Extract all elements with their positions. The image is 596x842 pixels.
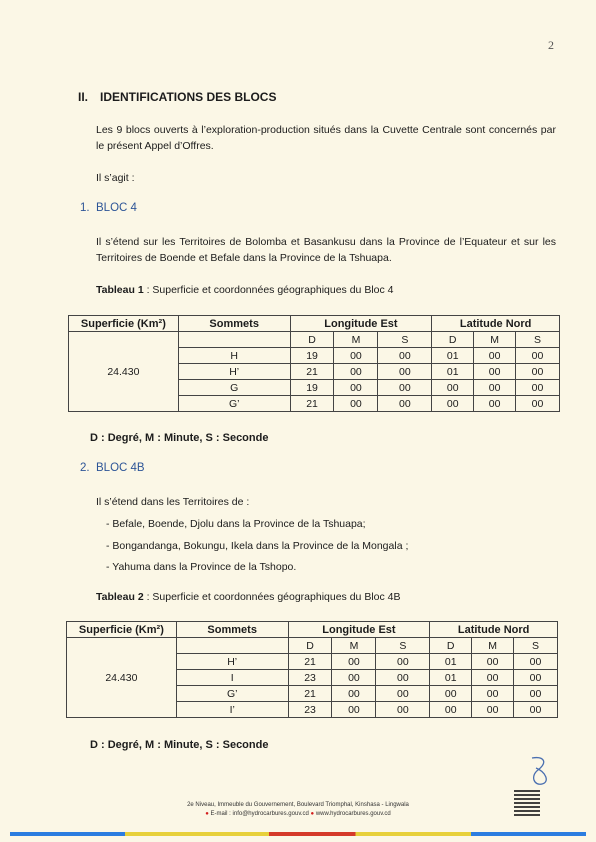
lat-s-cell: 00	[514, 686, 558, 702]
lon-d-cell: 19	[290, 348, 334, 364]
bloc2-heading	[80, 462, 145, 474]
lon-m-cell: 00	[332, 654, 376, 670]
lon-s-cell: 00	[376, 702, 430, 718]
lat-m-cell: 00	[474, 380, 516, 396]
header-superficie: Superficie (Km²)	[69, 316, 179, 332]
bloc2-number: 2.	[80, 462, 90, 474]
sub-d: D	[430, 638, 472, 654]
header-sommets: Sommets	[176, 622, 288, 638]
header-latitude: Latitude Nord	[432, 316, 560, 332]
footer-web: www.hydrocarbures.gouv.cd	[315, 811, 391, 817]
lat-s-cell: 00	[516, 380, 560, 396]
table2-caption-text: : Superficie et coordonnées géographiques du Bloc 4B	[146, 591, 401, 603]
bloc2-bullet-3: - Yahuma dans la Province de la Tshopo.	[106, 561, 297, 573]
lon-s-cell: 00	[378, 396, 432, 412]
sommet-cell: I’	[176, 702, 288, 718]
lat-d-cell: 00	[430, 686, 472, 702]
lon-m-cell: 00	[332, 686, 376, 702]
lat-d-cell: 00	[432, 396, 474, 412]
table-bloc-4b	[66, 621, 558, 718]
table1-caption	[96, 284, 394, 296]
sub-s: S	[378, 332, 432, 348]
il-sagit-text: Il s’agit :	[96, 172, 135, 184]
lon-m-cell: 00	[334, 380, 378, 396]
sub-s: S	[376, 638, 430, 654]
sub-d: D	[288, 638, 332, 654]
sommet-cell: I	[176, 670, 288, 686]
section-number: II.	[78, 90, 89, 104]
lat-m-cell: 00	[472, 702, 514, 718]
lon-s-cell: 00	[378, 364, 432, 380]
lon-s-cell: 00	[378, 380, 432, 396]
lon-m-cell: 00	[334, 348, 378, 364]
lat-m-cell: 00	[474, 396, 516, 412]
lon-s-cell: 00	[376, 654, 430, 670]
lat-d-cell: 01	[430, 670, 472, 686]
flag-color-stripe	[10, 832, 586, 836]
lon-d-cell: 21	[288, 654, 332, 670]
sommets-blank	[178, 332, 290, 348]
table2-caption-label: Tableau 2	[96, 591, 144, 603]
lat-s-cell: 00	[514, 702, 558, 718]
lon-d-cell: 23	[288, 702, 332, 718]
header-sommets: Sommets	[178, 316, 290, 332]
lon-d-cell: 21	[288, 686, 332, 702]
table1-caption-text: : Superficie et coordonnées géographiques du Bloc 4	[146, 284, 394, 296]
sommet-cell: G	[178, 380, 290, 396]
superficie-value: 24.430	[69, 332, 179, 412]
lon-m-cell: 00	[334, 396, 378, 412]
legend-text-2: D : Degré, M : Minute, S : Seconde	[90, 739, 269, 751]
lat-s-cell: 00	[514, 654, 558, 670]
sub-d: D	[290, 332, 334, 348]
lon-d-cell: 21	[290, 364, 334, 380]
lon-d-cell: 19	[290, 380, 334, 396]
footer-contact	[0, 811, 596, 817]
bloc2-bullet-2: - Bongandanga, Bokungu, Ikela dans la Province de la Mongala ;	[106, 540, 409, 552]
lon-s-cell: 00	[376, 686, 430, 702]
table2-caption	[96, 591, 401, 603]
sommet-cell: H’	[176, 654, 288, 670]
table-bloc-4	[68, 315, 560, 412]
lon-m-cell: 00	[332, 670, 376, 686]
sommet-cell: H’	[178, 364, 290, 380]
header-superficie: Superficie (Km²)	[67, 622, 177, 638]
bloc2-description: Il s’étend dans les Territoires de :	[96, 496, 250, 508]
lat-m-cell: 00	[472, 686, 514, 702]
sub-s: S	[516, 332, 560, 348]
footer-email: E-mail : info@hydrocarbures.gouv.cd	[210, 811, 309, 817]
table1-caption-label: Tableau 1	[96, 284, 144, 296]
sub-s: S	[514, 638, 558, 654]
sub-d: D	[432, 332, 474, 348]
sub-m: M	[472, 638, 514, 654]
lat-s-cell: 00	[516, 396, 560, 412]
sommets-blank	[176, 638, 288, 654]
lon-d-cell: 21	[290, 396, 334, 412]
lat-d-cell: 01	[432, 348, 474, 364]
lon-s-cell: 00	[376, 670, 430, 686]
lon-m-cell: 00	[332, 702, 376, 718]
footer-address: 2e Niveau, Immeuble du Gouvernement, Boulevard Triomphal, Kinshasa - Lingwala	[187, 802, 409, 808]
bloc1-number: 1.	[80, 202, 90, 214]
lat-m-cell: 00	[474, 348, 516, 364]
bloc2-title: BLOC 4B	[96, 462, 145, 474]
lat-m-cell: 00	[472, 654, 514, 670]
lat-d-cell: 01	[432, 364, 474, 380]
lat-m-cell: 00	[474, 364, 516, 380]
handwritten-signature	[526, 754, 554, 788]
lat-s-cell: 00	[516, 364, 560, 380]
lon-d-cell: 23	[288, 670, 332, 686]
header-latitude: Latitude Nord	[430, 622, 558, 638]
intro-paragraph: Les 9 blocs ouverts à l’exploration-production situés dans la Cuvette Centrale sont concernés par le présent Appel d’Offres.	[96, 124, 556, 152]
sub-m: M	[474, 332, 516, 348]
bloc2-bullet-1: - Befale, Boende, Djolu dans la Province de la Tshuapa;	[106, 518, 366, 530]
header-longitude: Longitude Est	[290, 316, 432, 332]
sub-m: M	[332, 638, 376, 654]
sommet-cell: G’	[178, 396, 290, 412]
section-heading	[78, 90, 276, 104]
bloc1-title: BLOC 4	[96, 202, 137, 214]
bloc1-heading	[80, 202, 137, 214]
legend-text-1: D : Degré, M : Minute, S : Seconde	[90, 432, 269, 444]
superficie-value: 24.430	[67, 638, 177, 718]
sommet-cell: G’	[176, 686, 288, 702]
lat-d-cell: 00	[432, 380, 474, 396]
lat-s-cell: 00	[516, 348, 560, 364]
sommet-cell: H	[178, 348, 290, 364]
bloc1-description: Il s’étend sur les Territoires de Bolomba et Basankusu dans la Province de l’Equateur et sur les Territoires de Boende et Befale dans la Province de la Tshuapa.	[96, 236, 556, 264]
lat-d-cell: 01	[430, 654, 472, 670]
lon-m-cell: 00	[334, 364, 378, 380]
lon-s-cell: 00	[378, 348, 432, 364]
bullet-dot-icon: ●	[310, 811, 315, 817]
section-title: IDENTIFICATIONS DES BLOCS	[100, 90, 277, 104]
lat-s-cell: 00	[514, 670, 558, 686]
page-number: 2	[548, 38, 554, 52]
sub-m: M	[334, 332, 378, 348]
header-longitude: Longitude Est	[288, 622, 430, 638]
bullet-dot-icon: ●	[205, 811, 209, 817]
lat-m-cell: 00	[472, 670, 514, 686]
lat-d-cell: 00	[430, 702, 472, 718]
